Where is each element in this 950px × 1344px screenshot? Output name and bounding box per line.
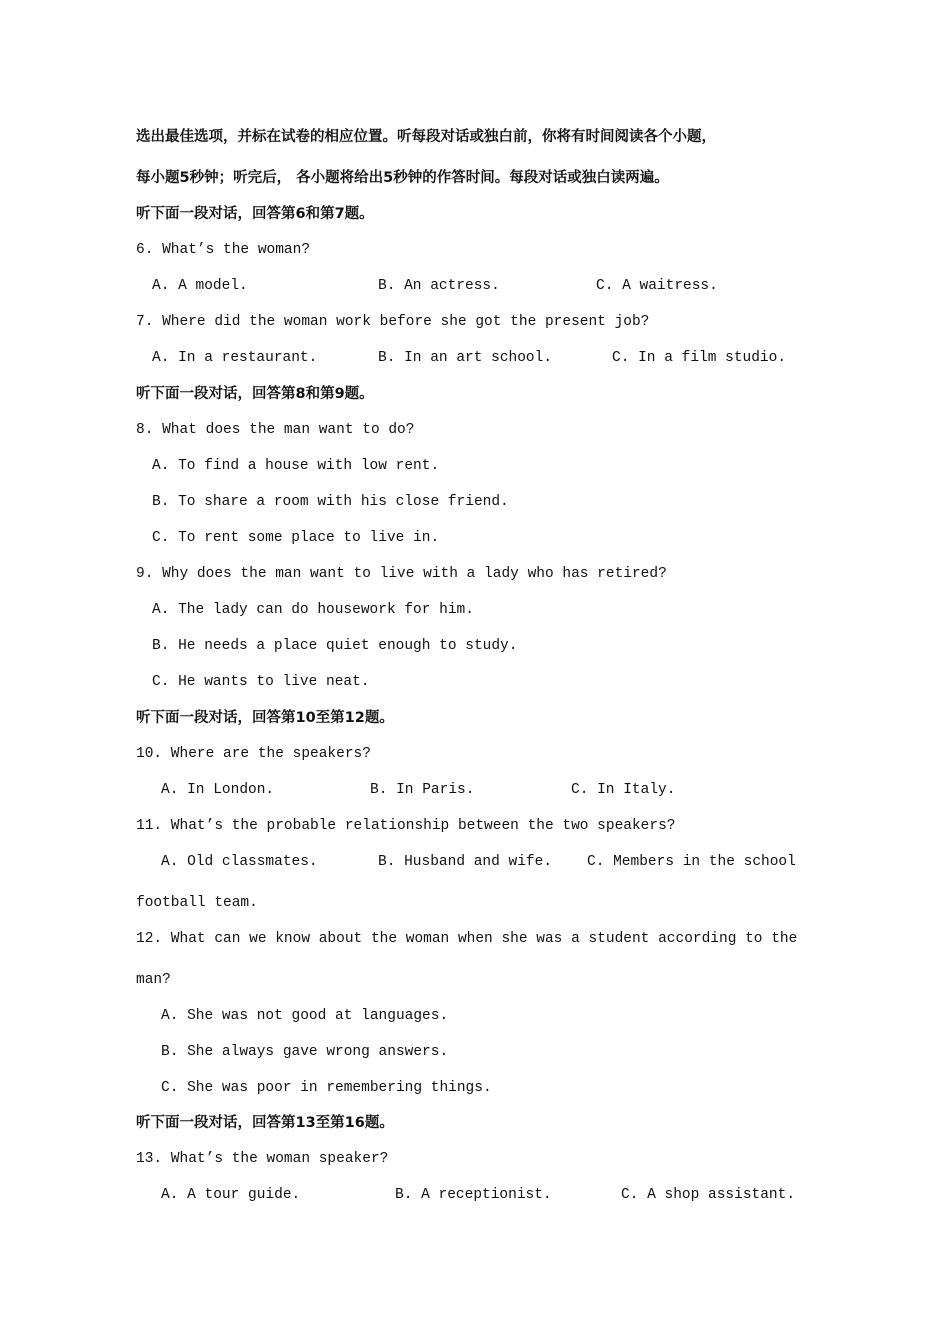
option-b: B. In Paris.	[370, 782, 475, 798]
question-stem: 6. What’s the woman?	[136, 242, 311, 258]
question-stem: 10. Where are the speakers?	[136, 746, 371, 762]
option-c: C. In Italy.	[571, 782, 676, 798]
option-a: A. A model.	[152, 278, 248, 294]
option-a: A. Old classmates.	[161, 854, 318, 870]
option-a: A. The lady can do housework for him.	[152, 602, 474, 618]
option-c-continuation: football team.	[136, 895, 258, 911]
question-stem: 12. What can we know about the woman when she was a student according to the	[136, 931, 798, 947]
option-a: A. To find a house with low rent.	[152, 458, 440, 474]
option-a: A. A tour guide.	[161, 1187, 301, 1203]
option-c: C. A waitress.	[596, 278, 718, 294]
instructions-line-1: 选出最佳选项，并标在试卷的相应位置。听每段对话或独白前，你将有时间阅读各个小题，	[136, 129, 716, 145]
question-stem: 7. Where did the woman work before she got the present job?	[136, 314, 650, 330]
question-stem-continuation: man?	[136, 972, 171, 988]
option-c: C. He wants to live neat.	[152, 674, 370, 690]
question-stem: 9. Why does the man want to live with a lady who has retired?	[136, 566, 667, 582]
section-heading: 听下面一段对话，回答第10至第12题。	[136, 710, 394, 726]
section-heading: 听下面一段对话，回答第6和第7题。	[136, 206, 374, 222]
option-c: C. She was poor in remembering things.	[161, 1080, 492, 1096]
question-stem: 11. What’s the probable relationship between the two speakers?	[136, 818, 676, 834]
option-b: B. Husband and wife.	[378, 854, 553, 870]
option-a: A. She was not good at languages.	[161, 1008, 449, 1024]
question-stem: 13. What’s the woman speaker?	[136, 1151, 389, 1167]
option-b: B. An actress.	[378, 278, 500, 294]
option-a: A. In London.	[161, 782, 275, 798]
instructions-line-2: 每小题5秒钟；听完后， 各小题将给出5秒钟的作答时间。每段对话或独白读两遍。	[136, 170, 669, 186]
option-c: C. Members in the school	[587, 854, 796, 870]
option-b: B. To share a room with his close friend.	[152, 494, 509, 510]
section-heading: 听下面一段对话，回答第8和第9题。	[136, 386, 374, 402]
option-c: C. A shop assistant.	[621, 1187, 796, 1203]
option-c: C. To rent some place to live in.	[152, 530, 440, 546]
option-c: C. In a film studio.	[612, 350, 787, 366]
section-heading: 听下面一段对话，回答第13至第16题。	[136, 1115, 394, 1131]
option-b: B. In an art school.	[378, 350, 553, 366]
option-b: B. She always gave wrong answers.	[161, 1044, 449, 1060]
option-b: B. He needs a place quiet enough to study.	[152, 638, 518, 654]
option-a: A. In a restaurant.	[152, 350, 318, 366]
question-stem: 8. What does the man want to do?	[136, 422, 415, 438]
option-b: B. A receptionist.	[395, 1187, 552, 1203]
